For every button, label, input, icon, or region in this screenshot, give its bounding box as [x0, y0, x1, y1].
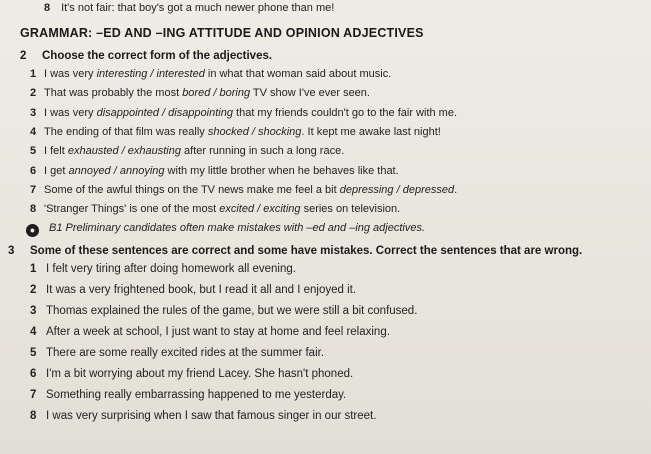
adjective-options[interactable]: shocked / shocking — [207, 125, 302, 138]
sentence-start: I felt — [44, 145, 68, 158]
sentence-text: I'm a bit worrying about my friend Lacey. She hasn't phoned. — [46, 368, 354, 380]
item-number: 5 — [30, 347, 37, 359]
adjective-options[interactable]: annoyed / annoying — [68, 164, 165, 177]
list-item — [30, 125, 441, 139]
exercise-number: 2 — [20, 50, 27, 62]
list-item — [30, 283, 356, 297]
sentence-text: Thomas explained the rules of the game, but we were still a bit confused. — [46, 305, 418, 317]
sentence-text: It was a very frightened book, but I read it all and I enjoyed it. — [46, 284, 357, 296]
adjective-options[interactable]: bored / boring — [182, 87, 251, 100]
item-text: It's not fair: that boy's got a much newer phone than me! — [61, 2, 335, 14]
sentence-start: I was very — [44, 68, 97, 80]
exercise-number: 3 — [8, 245, 15, 257]
sentence-end: after running in such a long race. — [180, 145, 345, 158]
previous-exercise-item — [44, 1, 334, 15]
sentence-text: Something really embarrassing happened to me yesterday. — [46, 389, 347, 401]
sentence-end: TV show I've ever seen. — [250, 87, 370, 100]
item-number: 7 — [30, 183, 37, 196]
sentence-start: Some of the awful things on the TV news make me feel a bit — [44, 183, 340, 196]
sentence-start: I get — [44, 164, 69, 177]
sentence-text: I was very surprising when I saw that famous singer in our street. — [46, 410, 377, 422]
list-item — [30, 409, 376, 423]
item-number: 1 — [30, 263, 37, 275]
sentence-text: There are some really excited rides at the summer fair. — [46, 347, 325, 359]
grammar-heading: GRAMMAR: –ED AND –ING ATTITUDE AND OPINION ADJECTIVES — [20, 26, 424, 40]
list-item — [30, 325, 390, 339]
item-number: 2 — [30, 87, 37, 100]
item-number: 8 — [30, 410, 37, 422]
list-item — [30, 164, 399, 178]
list-item — [30, 67, 391, 81]
exercise-2-title — [20, 50, 272, 62]
item-number: 3 — [30, 106, 37, 119]
sentence-text: After a week at school, I just want to stay at home and feel relaxing. — [46, 326, 390, 338]
list-item — [30, 367, 353, 381]
adjective-options[interactable]: interesting / interested — [96, 68, 205, 80]
item-number: 6 — [30, 368, 37, 380]
sentence-end: . It kept me awake last night! — [301, 125, 441, 138]
list-item — [30, 262, 296, 276]
list-item — [30, 304, 417, 318]
item-number: 5 — [30, 145, 37, 158]
adjective-options[interactable]: excited / exciting — [219, 203, 301, 216]
sentence-end: in what that woman said about music. — [204, 68, 392, 80]
sentence-end: with my little brother when he behaves like that. — [164, 164, 399, 177]
sentence-end: that my friends couldn't go to the fair with me. — [232, 106, 458, 119]
list-item — [30, 388, 346, 402]
item-number: 1 — [30, 68, 37, 80]
list-item — [30, 346, 324, 360]
item-number: 8 — [30, 203, 37, 216]
item-number: 4 — [30, 125, 37, 138]
adjective-options[interactable]: exhausted / exhausting — [67, 145, 181, 158]
list-item — [30, 106, 457, 120]
list-item — [30, 183, 457, 197]
sentence-start: 'Stranger Things' is one of the most — [44, 203, 220, 216]
sentence-start: I was very — [44, 106, 97, 119]
info-icon: ● — [26, 224, 39, 237]
item-number: 2 — [30, 284, 37, 296]
exam-tip: B1 Preliminary candidates often make mistakes with –ed and –ing adjectives. — [49, 222, 426, 234]
item-number: 6 — [30, 164, 37, 177]
item-number: 8 — [44, 2, 51, 14]
item-number: 4 — [30, 326, 37, 338]
adjective-options[interactable]: depressing / depressed — [339, 183, 455, 196]
list-item — [30, 144, 344, 158]
list-item — [30, 86, 370, 100]
sentence-end: . — [454, 183, 458, 196]
sentence-text: I felt very tiring after doing homework all evening. — [46, 263, 296, 275]
item-number: 3 — [30, 305, 37, 317]
item-number: 7 — [30, 389, 37, 401]
sentence-end: series on television. — [300, 203, 401, 216]
exercise-instruction: Some of these sentences are correct and some have mistakes. Correct the sentences that are wrong. — [30, 245, 583, 257]
adjective-options[interactable]: disappointed / disappointing — [96, 106, 233, 119]
sentence-start: The ending of that film was really — [44, 125, 208, 138]
exercise-3-title — [8, 245, 582, 257]
list-item — [30, 202, 400, 216]
exercise-instruction: Choose the correct form of the adjectives. — [42, 50, 273, 62]
sentence-start: That was probably the most — [44, 87, 183, 100]
